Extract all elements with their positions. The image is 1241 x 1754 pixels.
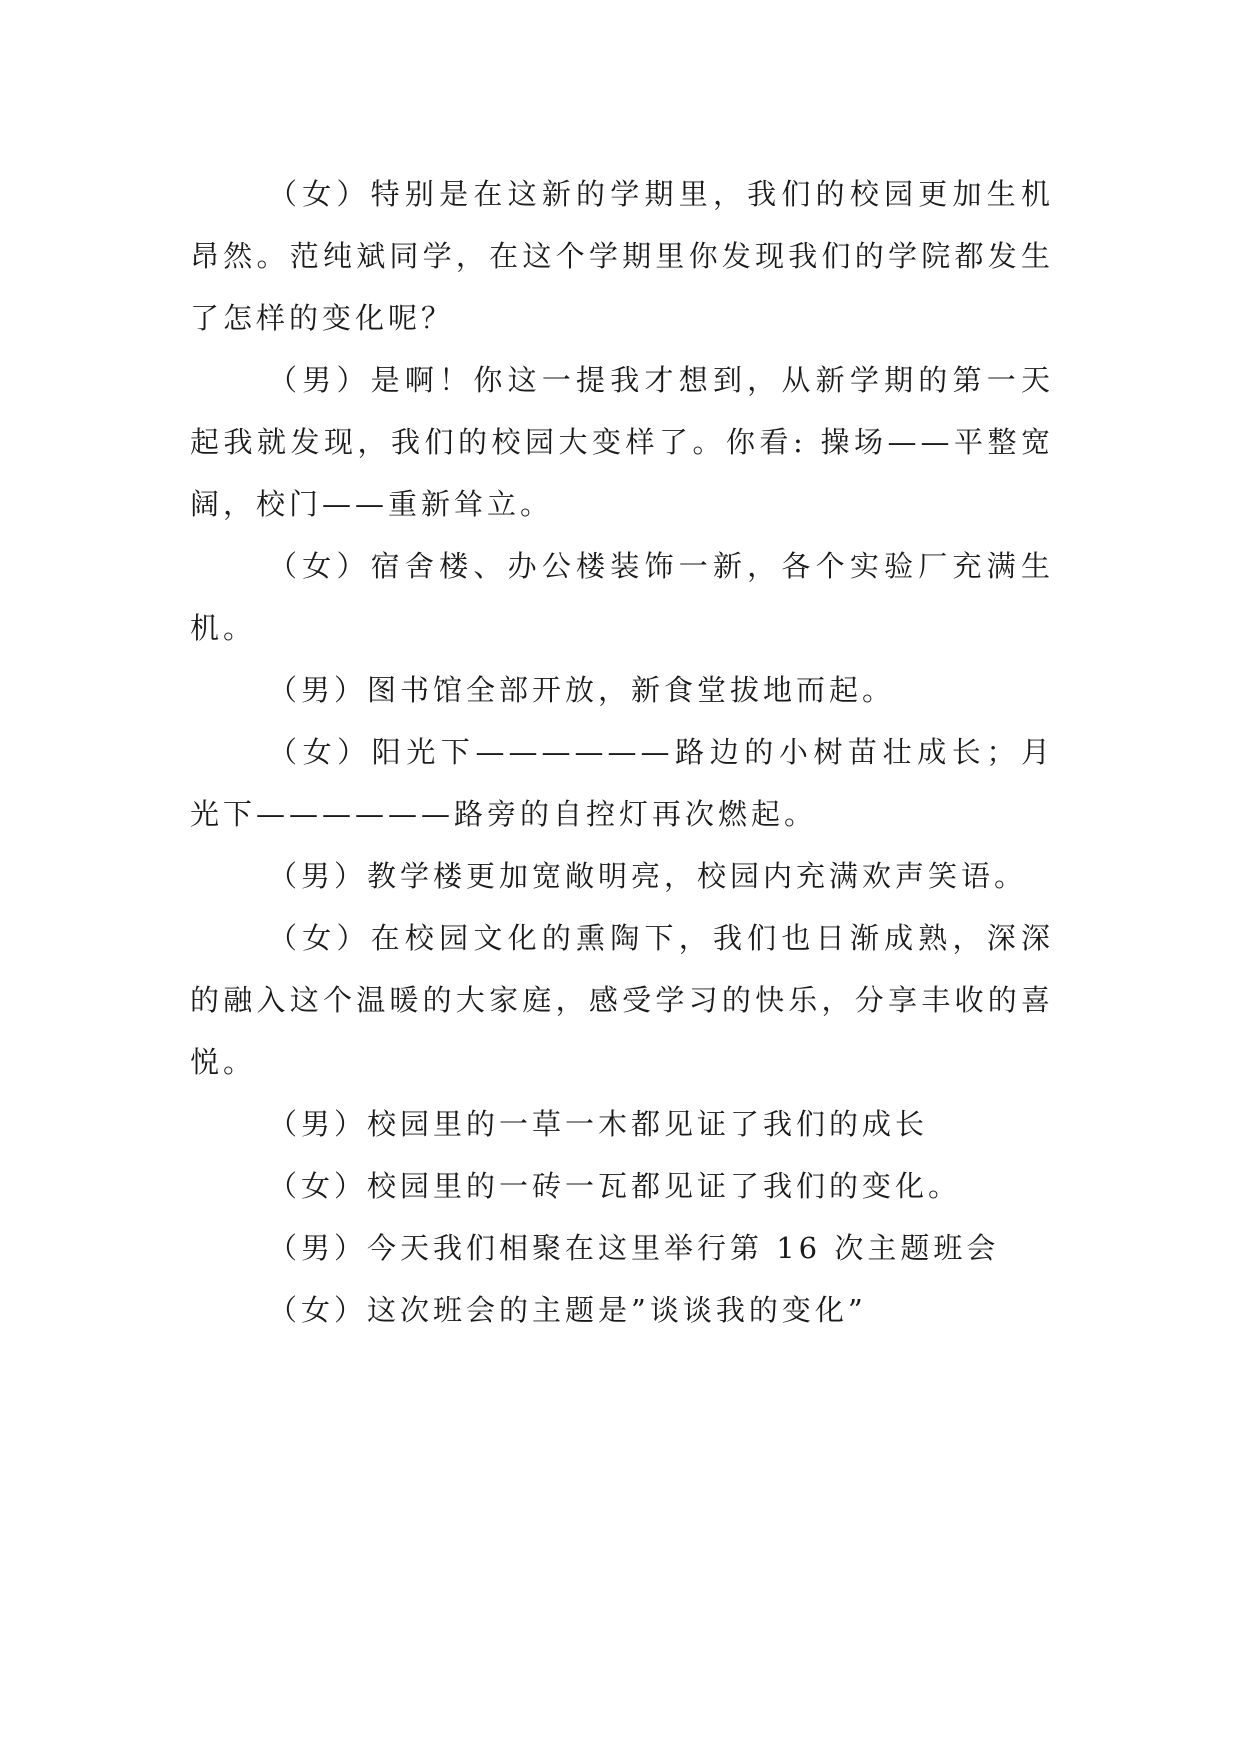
- paragraph-female-dormitory: （女）宿舍楼、办公楼装饰一新，各个实验厂充满生机。: [190, 549, 1054, 645]
- paragraph-male-library: （男）图书馆全部开放，新食堂拔地而起。: [268, 673, 896, 707]
- paragraph-female-new-semester: （女）特别是在这新的学期里，我们的校园更加生机昂然。范纯斌同学，在这个学期里你发现我们的学院都发生了怎样的变化呢？: [190, 177, 1054, 335]
- paragraph-male-class-meeting: （男）今天我们相聚在这里举行第 16 次主题班会: [268, 1231, 1000, 1265]
- paragraph-female-sunlight: （女）阳光下——————路边的小树苗壮成长；月光下——————路旁的自控灯再次燃起。: [190, 735, 1054, 831]
- paragraph-female-campus-culture: （女）在校园文化的熏陶下，我们也日渐成熟，深深的融入这个温暖的大家庭，感受学习的快乐，分享丰收的喜悦。: [190, 921, 1054, 1079]
- paragraph-male-witness-growth: （男）校园里的一草一木都见证了我们的成长: [268, 1107, 929, 1141]
- paragraph-female-witness-change: （女）校园里的一砖一瓦都见证了我们的变化。: [268, 1169, 962, 1203]
- paragraph-female-meeting-theme: （女）这次班会的主题是”谈谈我的变化”: [268, 1293, 867, 1327]
- document-body: [190, 163, 1054, 1341]
- paragraph-male-campus-changes: （男）是啊！你这一提我才想到，从新学期的第一天起我就发现，我们的校园大变样了。你看: 操场——平整宽阔，校门——重新耸立。: [190, 363, 1054, 521]
- paragraph-male-teaching-building: （男）教学楼更加宽敞明亮，校园内充满欢声笑语。: [268, 859, 1028, 893]
